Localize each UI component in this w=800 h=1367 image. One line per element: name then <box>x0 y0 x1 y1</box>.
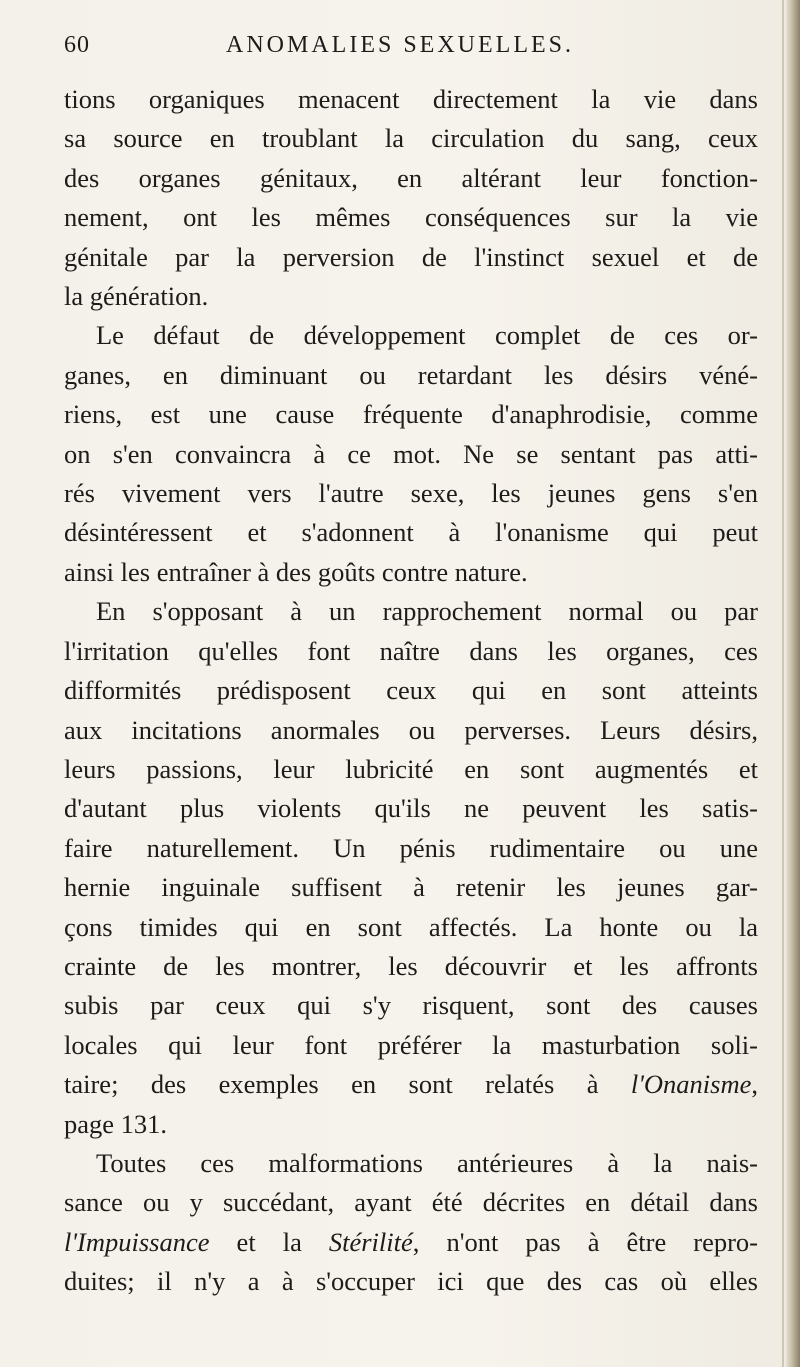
text-line: rés vivement vers l'autre sexe, les jeunes gens s'en <box>64 478 758 509</box>
running-head: ANOMALIES SEXUELLES. <box>226 32 574 58</box>
text-line: désintéressent et s'adonnent à l'onanisme qui peut <box>64 517 758 548</box>
text-segment: taire; des exemples en sont relatés à <box>64 1069 599 1100</box>
text-line: des organes génitaux, en altérant leur fonction- <box>64 162 758 193</box>
text-line: subis par ceux qui s'y risquent, sont des causes <box>64 990 758 1021</box>
text-line: page 131. <box>64 1108 168 1139</box>
text-line: hernie inguinale suffisent à retenir les jeunes gar- <box>64 872 758 903</box>
text-line: ganes, en diminuant ou retardant les désirs véné- <box>64 359 758 390</box>
italic-reference: l'Onanisme <box>630 1069 752 1100</box>
text-line: duites; il n'y a à s'occuper ici que des cas où elles <box>64 1266 758 1297</box>
page-header <box>64 32 758 72</box>
text-line: génitale par la perversion de l'instinct sexuel et de <box>64 241 758 272</box>
text-line <box>64 1065 758 1104</box>
text-line: sance ou y succédant, ayant été décrites en détail dans <box>64 1187 758 1218</box>
text-line: tions organiques menacent directement la vie dans <box>64 84 758 114</box>
text-segment: et la <box>209 1226 329 1257</box>
text-line: difformités prédisposent ceux qui en sont atteints <box>64 675 758 706</box>
text-line: locales qui leur font préférer la masturbation soli- <box>64 1029 758 1060</box>
text-line: Toutes ces malformations antérieures à la nais- <box>96 1147 758 1178</box>
text-segment: , <box>751 1069 758 1100</box>
body-text <box>64 80 758 1302</box>
text-line: ainsi les entraîner à des goûts contre nature. <box>64 556 528 587</box>
text-line: sa source en troublant la circulation du sang, ceux <box>64 123 758 154</box>
page-edge-shadow <box>782 0 784 1367</box>
text-line: çons timides qui en sont affectés. La honte ou la <box>64 911 758 942</box>
text-line: riens, est une cause fréquente d'anaphrodisie, comme <box>64 399 758 430</box>
text-line <box>64 1223 758 1262</box>
text-line: on s'en convaincra à ce mot. Ne se sentant pas atti- <box>64 438 758 469</box>
text-line: aux incitations anormales ou perverses. Leurs désirs, <box>64 714 758 745</box>
text-segment: , n'ont pas à être repro- <box>412 1226 759 1257</box>
italic-reference: Stérilité <box>328 1226 413 1257</box>
text-line: Le défaut de développement complet de ces or- <box>96 320 758 351</box>
text-line: l'irritation qu'elles font naître dans les organes, ces <box>64 635 758 666</box>
text-line: En s'opposant à un rapprochement normal ou par <box>96 596 758 627</box>
text-line: la génération. <box>64 281 209 312</box>
page-edge <box>786 0 800 1367</box>
text-line: d'autant plus violents qu'ils ne peuvent les satis- <box>64 793 758 824</box>
page-number: 60 <box>64 32 90 58</box>
italic-reference: l'Impuissance <box>64 1226 210 1257</box>
text-line: faire naturellement. Un pénis rudimentaire ou une <box>64 832 758 863</box>
text-line: leurs passions, leur lubricité en sont augmentés et <box>64 753 758 784</box>
text-line: crainte de les montrer, les découvrir et les affronts <box>64 950 758 981</box>
text-line: nement, ont les mêmes conséquences sur la vie <box>64 202 758 233</box>
